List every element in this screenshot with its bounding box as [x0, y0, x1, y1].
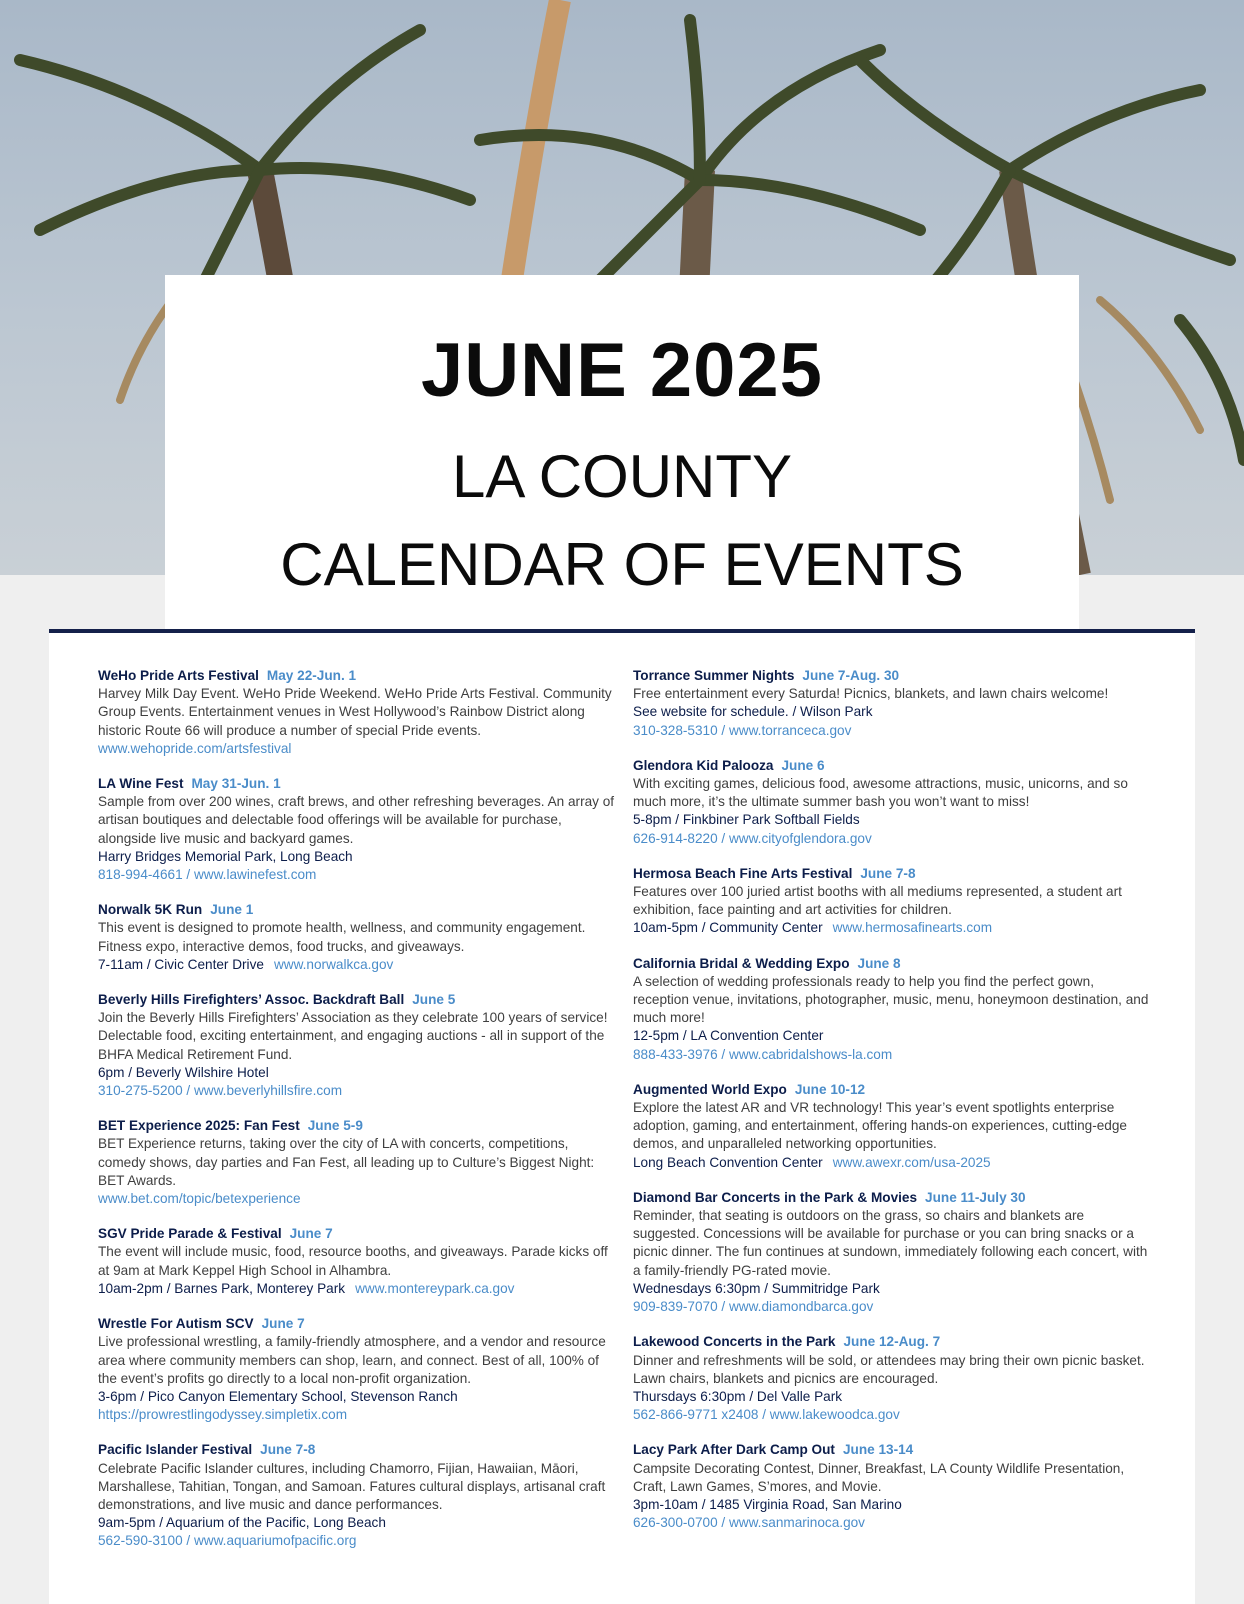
- event-info-text: 6pm / Beverly Wilshire Hotel: [98, 1064, 269, 1080]
- subtitle-calendar: CALENDAR OF EVENTS: [280, 531, 964, 598]
- event-heading: [98, 775, 618, 793]
- event-description: With exciting games, delicious food, awesome attractions, music, unicorns, and so much more, it’s the ultimate summer bash you won’t want to miss!: [633, 776, 1128, 810]
- event-heading: [633, 667, 1153, 685]
- event-heading: [98, 1225, 618, 1243]
- event-time-location: [633, 703, 1153, 721]
- event-heading: [633, 865, 1153, 883]
- event-website-link[interactable]: www.montereypark.ca.gov: [355, 1280, 515, 1296]
- event-date: June 7: [261, 1316, 305, 1332]
- event-item: [98, 991, 618, 1100]
- event-website-link[interactable]: www.norwalkca.gov: [273, 956, 394, 972]
- event-item: [633, 865, 1153, 938]
- event-name: Lacy Park After Dark Camp Out: [633, 1442, 835, 1458]
- event-time-location: [98, 1064, 618, 1082]
- event-date: June 12-Aug. 7: [843, 1334, 941, 1350]
- event-info-text: 9am-5pm / Aquarium of the Pacific, Long Beach: [98, 1515, 386, 1531]
- event-info-text: 7-11am / Civic Center Drive: [98, 956, 264, 972]
- event-description: Campsite Decorating Contest, Dinner, Breakfast, LA County Wildlife Presentation, Craft, Lawn Games, S’mores, and Movie.: [633, 1460, 1125, 1494]
- event-heading: [633, 757, 1153, 775]
- event-date: June 7-Aug. 30: [802, 668, 900, 683]
- event-item: [633, 667, 1153, 740]
- event-contact-link[interactable]: www.wehopride.com/artsfestival: [98, 740, 292, 756]
- events-column-right: [633, 667, 1153, 1549]
- event-name: Diamond Bar Concerts in the Park & Movies: [633, 1189, 918, 1205]
- page-title: JUNE 2025: [421, 328, 823, 413]
- event-info-text: Wednesdays 6:30pm / Summitridge Park: [633, 1280, 880, 1296]
- event-date: June 8: [857, 955, 901, 971]
- event-date: June 7: [289, 1226, 333, 1242]
- event-info-text: Long Beach Convention Center: [633, 1154, 823, 1170]
- event-heading: [98, 901, 618, 919]
- event-contact-link[interactable]: 909-839-7070 / www.diamondbarca.gov: [633, 1299, 874, 1315]
- event-item: [98, 901, 618, 974]
- event-heading: [633, 1441, 1153, 1459]
- event-heading: [633, 955, 1153, 973]
- event-description: Features over 100 juried artist booths with all mediums represented, a student art exhibition, face painting and art activities for children.: [633, 884, 1122, 918]
- event-description: Celebrate Pacific Islander cultures, including Chamorro, Fijian, Hawaiian, Māori, Marshallese, Tahitian, Tongan, and Samoan. Fatures cultural displays, artisanal craft demonstrations, and live music and dance performances.: [98, 1460, 606, 1512]
- event-description: Explore the latest AR and VR technology! This year’s event spotlights enterprise adoption, gaming, and entertainment, offering hands-on experiences, cutting-edge demos, and unparalleled networking opportunities.: [633, 1100, 1127, 1152]
- event-heading: [98, 1441, 618, 1459]
- subtitle-county: LA COUNTY: [451, 443, 793, 510]
- event-date: June 7-8: [260, 1442, 316, 1458]
- event-heading: [98, 991, 618, 1009]
- event-info-text: 12-5pm / LA Convention Center: [633, 1028, 824, 1044]
- event-time-location: [633, 1388, 1153, 1406]
- event-contact-link[interactable]: 562-590-3100 / www.aquariumofpacific.org: [98, 1533, 357, 1549]
- event-info-text: 3pm-10am / 1485 Virginia Road, San Marino: [633, 1496, 902, 1512]
- event-description: Sample from over 200 wines, craft brews, and other refreshing beverages. An array of artisan boutiques and delectable food offerings will be available for purchase, alongside live music and backyard games.: [98, 794, 615, 846]
- event-name: BET Experience 2025: Fan Fest: [98, 1118, 300, 1134]
- event-time-location: [98, 1280, 618, 1298]
- event-item: [633, 1189, 1153, 1316]
- event-description: Harvey Milk Day Event. WeHo Pride Weekend. WeHo Pride Arts Festival. Community Group Events. Entertainment venues in West Hollywood’s Rainbow District along historic Route 66 will produce a number of special Pride events.: [98, 686, 612, 738]
- event-description: BET Experience returns, taking over the city of LA with concerts, competitions, comedy shows, day parties and Fan Fest, all leading up to Culture’s Biggest Night: BET Awards.: [98, 1136, 595, 1188]
- event-item: [633, 1441, 1153, 1532]
- event-info-text: 10am-5pm / Community Center: [633, 920, 823, 936]
- event-name: Wrestle For Autism SCV: [98, 1316, 254, 1332]
- event-contact-link[interactable]: 562-866-9771 x2408 / www.lakewoodca.gov: [633, 1407, 900, 1423]
- event-date: June 13-14: [842, 1442, 914, 1458]
- event-contact-link[interactable]: 310-328-5310 / www.torranceca.gov: [633, 722, 852, 738]
- event-time-location: [633, 919, 1153, 937]
- event-date: June 6: [781, 757, 825, 773]
- event-item: [633, 1333, 1153, 1424]
- event-date: June 5-9: [307, 1118, 363, 1134]
- event-info-text: 10am-2pm / Barnes Park, Monterey Park: [98, 1280, 346, 1296]
- event-item: [633, 1081, 1153, 1172]
- event-website-link[interactable]: www.hermosafinearts.com: [832, 920, 993, 936]
- event-name: Lakewood Concerts in the Park: [633, 1334, 836, 1350]
- event-name: Pacific Islander Festival: [98, 1442, 253, 1458]
- events-column-left: [98, 667, 618, 1568]
- event-date: June 10-12: [794, 1081, 866, 1097]
- event-item: [633, 757, 1153, 848]
- event-contact-link[interactable]: www.bet.com/topic/betexperience: [98, 1191, 301, 1207]
- event-heading: [633, 1333, 1153, 1351]
- event-description: The event will include music, food, resource booths, and giveaways. Parade kicks off at 9am at Mark Keppel High School in Alhambra.: [98, 1244, 608, 1278]
- event-contact-link[interactable]: 626-300-0700 / www.sanmarinoca.gov: [633, 1515, 865, 1531]
- event-item: [98, 1441, 618, 1550]
- event-time-location: [633, 1027, 1153, 1045]
- event-date: June 5: [412, 992, 456, 1008]
- event-name: WeHo Pride Arts Festival: [98, 668, 259, 683]
- event-date: June 1: [210, 902, 254, 918]
- event-time-location: [98, 848, 618, 866]
- event-date: June 11-July 30: [925, 1189, 1026, 1205]
- event-name: Augmented World Expo: [633, 1081, 787, 1097]
- event-description: Free entertainment every Saturda! Picnics, blankets, and lawn chairs welcome!: [633, 686, 1109, 702]
- event-item: [98, 667, 618, 758]
- event-contact-link[interactable]: 626-914-8220 / www.cityofglendora.gov: [633, 830, 872, 846]
- event-website-link[interactable]: www.awexr.com/usa-2025: [832, 1154, 991, 1170]
- event-description: A selection of wedding professionals ready to help you find the perfect gown, reception venue, invitations, photographer, music, menu, honeymoon destination, and much more!: [633, 973, 1149, 1026]
- event-contact-link[interactable]: 818-994-4661 / www.lawinefest.com: [98, 867, 317, 883]
- event-description: Join the Beverly Hills Firefighters’ Association as they celebrate 100 years of service! Delectable food, exciting entertainment, and engaging auctions - all in support of the BHFA Medical Retirement Fund.: [98, 1010, 608, 1062]
- event-time-location: [633, 1154, 1153, 1172]
- event-info-text: 3-6pm / Pico Canyon Elementary School, Stevenson Ranch: [98, 1388, 458, 1404]
- event-time-location: [98, 1388, 618, 1406]
- event-name: Torrance Summer Nights: [633, 668, 795, 683]
- event-name: Glendora Kid Palooza: [633, 757, 774, 773]
- event-contact-link[interactable]: 888-433-3976 / www.cabridalshows-la.com: [633, 1046, 893, 1062]
- event-name: LA Wine Fest: [98, 776, 184, 792]
- event-info-text: See website for schedule. / Wilson Park: [633, 704, 873, 720]
- event-contact-link[interactable]: https://prowrestlingodyssey.simpletix.com: [98, 1407, 348, 1423]
- event-heading: [633, 1189, 1153, 1207]
- event-date: May 22-Jun. 1: [266, 668, 357, 683]
- event-time-location: [98, 1514, 618, 1532]
- event-item: [98, 1225, 618, 1298]
- event-date: June 7-8: [860, 865, 916, 881]
- event-item: [98, 1117, 618, 1208]
- event-time-location: [633, 1280, 1153, 1298]
- event-item: [98, 775, 618, 884]
- event-description: Live professional wrestling, a family-friendly atmosphere, and a vendor and resource area where community members can shop, learn, and connect. Best of all, 100% of the event’s profits go directly to a local non-profit organization.: [98, 1334, 606, 1386]
- event-contact-link[interactable]: 310-275-5200 / www.beverlyhillsfire.com: [98, 1083, 343, 1099]
- event-name: Hermosa Beach Fine Arts Festival: [633, 865, 853, 881]
- event-time-location: [633, 1496, 1153, 1514]
- title-card: [165, 275, 1079, 629]
- event-heading: [633, 1081, 1153, 1099]
- event-heading: [98, 1315, 618, 1333]
- event-name: California Bridal & Wedding Expo: [633, 955, 850, 971]
- event-name: SGV Pride Parade & Festival: [98, 1226, 282, 1242]
- event-name: Norwalk 5K Run: [98, 902, 203, 918]
- events-panel: [49, 629, 1195, 1604]
- event-heading: [98, 1117, 618, 1135]
- event-item: [633, 955, 1153, 1064]
- event-description: This event is designed to promote health, wellness, and community engagement. Fitness expo, interactive demos, food trucks, and giveaways.: [98, 920, 586, 954]
- event-date: May 31-Jun. 1: [191, 776, 281, 792]
- event-info-text: Harry Bridges Memorial Park, Long Beach: [98, 848, 353, 864]
- event-time-location: [633, 811, 1153, 829]
- event-name: Beverly Hills Firefighters’ Assoc. Backdraft Ball: [98, 992, 405, 1008]
- event-description: Reminder, that seating is outdoors on the grass, so chairs and blankets are suggested. Concessions will be available for purchase or you can bring snacks or a picnic dinner. The fun continues at sundown, immediately following each concert, with a family-friendly PG-rated movie.: [633, 1208, 1148, 1278]
- event-heading: [98, 667, 618, 685]
- event-time-location: [98, 956, 618, 974]
- event-item: [98, 1315, 618, 1424]
- event-info-text: 5-8pm / Finkbiner Park Softball Fields: [633, 812, 860, 828]
- event-info-text: Thursdays 6:30pm / Del Valle Park: [633, 1388, 843, 1404]
- event-description: Dinner and refreshments will be sold, or attendees may bring their own picnic basket. Lawn chairs, blankets and picnics are encouraged.: [633, 1352, 1145, 1386]
